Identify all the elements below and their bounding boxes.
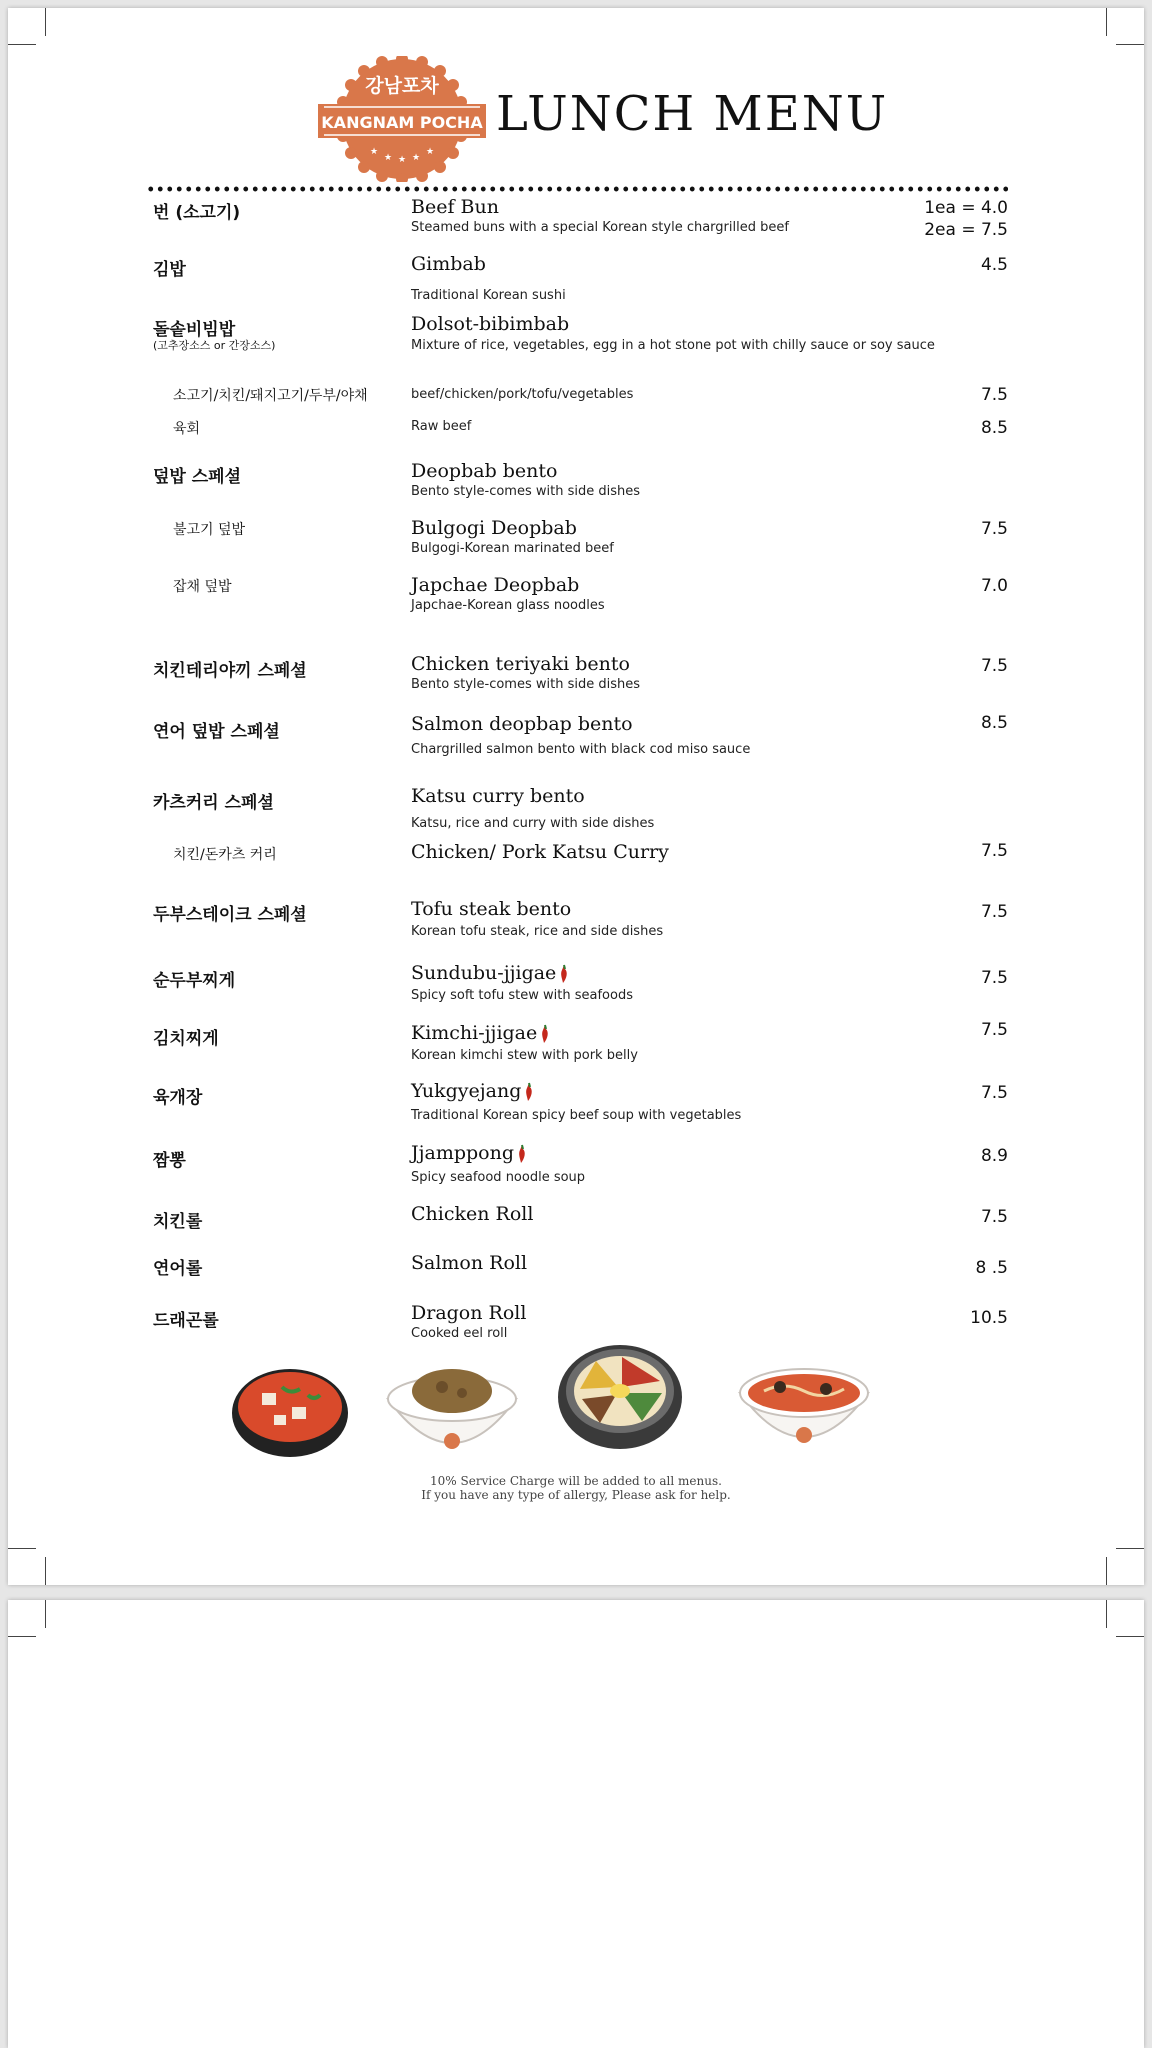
- korean-name: 김밥: [153, 260, 186, 280]
- sauce-note: (고추장소스 or 간장소스): [153, 339, 276, 352]
- english-name: Chicken teriyaki bento: [411, 653, 630, 675]
- item-price: 7.0: [980, 576, 1008, 596]
- crop-mark: [45, 1557, 46, 1585]
- english-name: Beef Bun: [411, 196, 499, 218]
- english-name: Gimbab: [411, 253, 486, 275]
- item-price: 7.5: [980, 519, 1008, 539]
- item-description: Korean tofu steak, rice and side dishes: [411, 924, 664, 939]
- korean-name: 육회: [173, 421, 201, 437]
- korean-name: 두부스테이크 스페셜: [153, 905, 307, 925]
- english-name: Kimchi-jjigae: [411, 1022, 538, 1044]
- item-description: Traditional Korean sushi: [411, 288, 566, 303]
- item-price: 4.5: [980, 255, 1008, 275]
- english-name: Dragon Roll: [411, 1302, 527, 1324]
- item-description: Katsu, rice and curry with side dishes: [411, 816, 655, 831]
- food-illustrations: [8, 1341, 1144, 1461]
- item-price: 8 .5: [975, 1258, 1008, 1278]
- rice-bowl-image: [382, 1355, 522, 1461]
- crop-mark: [8, 1548, 36, 1549]
- item-description: Bento style-comes with side dishes: [411, 484, 640, 499]
- item-price: 7.5: [980, 968, 1008, 988]
- crop-mark: [1106, 8, 1107, 36]
- english-name: Dolsot-bibimbab: [411, 313, 570, 335]
- chili-pepper-icon: [558, 964, 569, 984]
- crop-mark: [1116, 1636, 1144, 1637]
- english-name: Tofu steak bento: [411, 898, 572, 920]
- footer-notes: [8, 1474, 1144, 1502]
- item-price: 8.5: [980, 418, 1008, 438]
- item-price: 7.5: [980, 1083, 1008, 1103]
- logo-brand-text: KANGNAM POCHA: [321, 113, 483, 132]
- korean-name: 순두부찌게: [153, 971, 236, 991]
- item-price-two: 2ea = 7.5: [924, 220, 1008, 240]
- item-price: 8.9: [980, 1146, 1008, 1166]
- dotted-divider: [146, 185, 1008, 193]
- svg-text:★: ★: [384, 153, 393, 163]
- korean-name: 불고기 덮밥: [173, 522, 246, 538]
- chili-pepper-icon: [523, 1082, 534, 1102]
- item-description: Raw beef: [411, 419, 472, 434]
- english-name-wrap: [411, 1080, 534, 1102]
- item-description: Cooked eel roll: [411, 1326, 508, 1341]
- logo-korean-text: 강남포차: [365, 75, 439, 97]
- korean-name: 카츠커리 스페셜: [153, 793, 274, 813]
- kangnam-pocha-logo: [318, 56, 486, 182]
- english-name: Chicken/ Pork Katsu Curry: [411, 841, 669, 863]
- korean-name: 잡채 덮밥: [173, 579, 232, 595]
- item-description: Bulgogi-Korean marinated beef: [411, 541, 614, 556]
- svg-text:★: ★: [426, 147, 435, 157]
- korean-name: 짬뽕: [153, 1151, 186, 1171]
- chili-pepper-icon: [516, 1144, 527, 1164]
- english-name: Salmon Roll: [411, 1252, 528, 1274]
- korean-name: 연어 덮밥 스페셜: [153, 722, 280, 742]
- english-name-wrap: [411, 1022, 550, 1044]
- english-name: Deopbab bento: [411, 460, 558, 482]
- english-name: Jjamppong: [411, 1142, 515, 1164]
- korean-name: 덮밥 스페셜: [153, 467, 242, 487]
- english-name: Salmon deopbap bento: [411, 713, 633, 735]
- english-name: Yukgyejang: [411, 1080, 522, 1102]
- item-description: Mixture of rice, vegetables, egg in a hot stone pot with chilly sauce or soy sauce: [411, 338, 935, 353]
- korean-name: 김치찌게: [153, 1029, 219, 1049]
- item-price: 7.5: [980, 1207, 1008, 1227]
- item-price: 7.5: [980, 841, 1008, 861]
- item-price: 7.5: [980, 656, 1008, 676]
- item-description: Bento style-comes with side dishes: [411, 677, 640, 692]
- korean-name: 드래곤롤: [153, 1311, 219, 1331]
- item-price: 8.5: [980, 713, 1008, 733]
- korean-name: 돌솥비빔밥: [153, 320, 236, 340]
- service-charge-note: 10% Service Charge will be added to all menus.: [430, 1474, 722, 1488]
- english-name-wrap: [411, 1142, 527, 1164]
- item-description: Spicy seafood noodle soup: [411, 1170, 586, 1185]
- item-description: Steamed buns with a special Korean style chargrilled beef: [411, 220, 789, 235]
- item-description: beef/chicken/pork/tofu/vegetables: [411, 387, 634, 402]
- english-name-wrap: [411, 962, 569, 984]
- korean-name: 육개장: [153, 1088, 203, 1108]
- item-description: Traditional Korean spicy beef soup with vegetables: [411, 1108, 742, 1123]
- menu-title: LUNCH MENU: [496, 86, 889, 142]
- korean-name: 번 (소고기): [153, 203, 241, 223]
- chili-pepper-icon: [539, 1024, 550, 1044]
- english-name: Chicken Roll: [411, 1203, 534, 1225]
- crop-mark: [45, 1600, 46, 1628]
- item-description: Chargrilled salmon bento with black cod miso sauce: [411, 742, 751, 757]
- bibimbap-stone-pot-image: [556, 1341, 684, 1451]
- item-price: 10.5: [970, 1308, 1008, 1328]
- korean-name: 치킨테리야끼 스페셜: [153, 661, 307, 681]
- item-price: 7.5: [980, 1020, 1008, 1040]
- menu-page-2: [8, 1600, 1144, 2048]
- item-description: Spicy soft tofu stew with seafoods: [411, 988, 633, 1003]
- english-name: Japchae Deopbab: [411, 574, 580, 596]
- crop-mark: [1116, 1548, 1144, 1549]
- crop-mark: [1116, 44, 1144, 45]
- crop-mark: [1106, 1557, 1107, 1585]
- item-description: Korean kimchi stew with pork belly: [411, 1048, 638, 1063]
- korean-name: 연어롤: [153, 1259, 203, 1279]
- crop-mark: [45, 8, 46, 36]
- crop-mark: [8, 1636, 36, 1637]
- menu-page-1: [8, 8, 1144, 1585]
- english-name: Bulgogi Deopbab: [411, 517, 577, 539]
- crop-mark: [1106, 1600, 1107, 1628]
- allergy-note: If you have any type of allergy, Please ask for help.: [421, 1488, 731, 1502]
- english-name: Katsu curry bento: [411, 785, 585, 807]
- jjamppong-bowl-image: [734, 1349, 874, 1455]
- crop-mark: [8, 44, 36, 45]
- korean-name: 치킨롤: [153, 1212, 203, 1232]
- svg-text:★: ★: [398, 155, 407, 165]
- svg-text:★: ★: [370, 147, 379, 157]
- korean-name: 치킨/돈카츠 커리: [173, 847, 277, 863]
- item-description: Japchae-Korean glass noodles: [411, 598, 605, 613]
- korean-name: 소고기/치킨/돼지고기/두부/야채: [173, 388, 368, 404]
- item-price: 1ea = 4.0: [924, 198, 1008, 218]
- english-name: Sundubu-jjigae: [411, 962, 557, 984]
- svg-text:★: ★: [412, 153, 421, 163]
- item-price: 7.5: [980, 902, 1008, 922]
- kimchi-stew-bowl-image: [230, 1363, 350, 1459]
- item-price: 7.5: [980, 385, 1008, 405]
